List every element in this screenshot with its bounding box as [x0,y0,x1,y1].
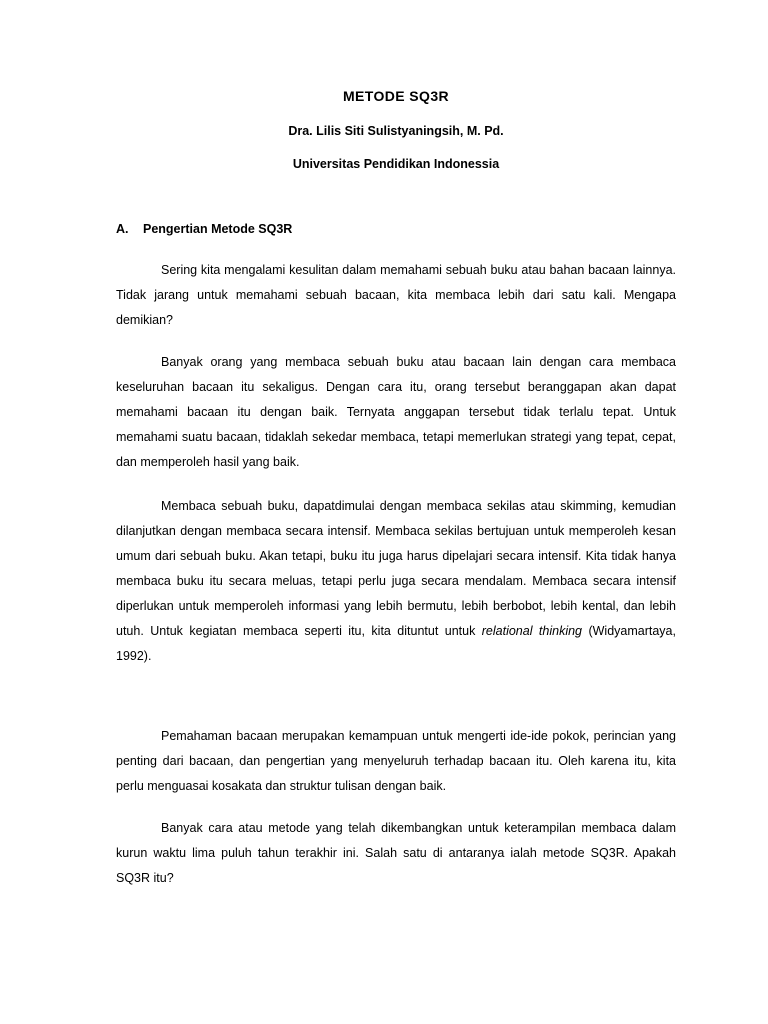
section-title: Pengertian Metode SQ3R [143,222,293,236]
paragraph-3-citation: (Widyamartaya, 1992). [116,624,676,663]
paragraph-4: Pemahaman bacaan merupakan kemampuan untuk mengerti ide-ide pokok, perincian yang penting dari bacaan, dan pengertian yang menyeluruh terhadap bacaan itu. Oleh karena itu, kita perlu menguasai kosakata dan struktur tulisan dengan baik. [116,729,676,793]
paragraph-5: Banyak cara atau metode yang telah dikembangkan untuk keterampilan membaca dalam kurun waktu lima puluh tahun terakhir ini. Salah satu di antaranya ialah metode SQ3R. Apakah SQ3R itu? [116,821,676,885]
document-title: METODE SQ3R [342,88,450,104]
paragraph-2: Banyak orang yang membaca sebuah buku atau bacaan lain dengan cara membaca keseluruhan bacaan itu sekaligus. Dengan cara itu, orang tersebut beranggapan akan dapat memahami bacaan itu dengan baik. Ternyata anggapan tersebut tidak terlalu tepat. Untuk memahami suatu bacaan, tidaklah sekedar membaca, tetapi memerlukan strategi yang tepat, cepat, dan memperoleh hasil yang baik. [116,355,676,469]
institution-name: Universitas Pendidikan Indonessia [292,157,500,171]
paragraph-3 [116,494,676,669]
author-name: Dra. Lilis Siti Sulistyaningsih, M. Pd. [288,124,504,138]
section-number: A. [116,222,129,236]
document-page [116,0,676,1024]
section-heading [116,222,292,236]
paragraph-3-text: Membaca sebuah buku, dapatdimulai dengan membaca sekilas atau skimming, kemudian dilanjutkan dengan membaca secara intensif. Membaca sekilas bertujuan untuk memperoleh kesan umum dari sebuah buku. Akan tetapi, buku itu juga harus dipelajari secara intensif. Kita tidak hanya membaca buku itu secara meluas, tetapi perlu juga secara mendalam. Membaca secara intensif diperlukan untuk memperoleh informasi yang lebih bermutu, lebih berbobot, lebih kental, dan lebih utuh. Untuk kegiatan membaca seperti itu, kita dituntut untuk [116,499,676,638]
paragraph-3-italic-term: relational thinking [481,624,583,638]
paragraph-1: Sering kita mengalami kesulitan dalam memahami sebuah buku atau bahan bacaan lainnya. Tidak jarang untuk memahami sebuah bacaan, kita membaca lebih dari satu kali. Mengapa demikian? [116,263,676,327]
